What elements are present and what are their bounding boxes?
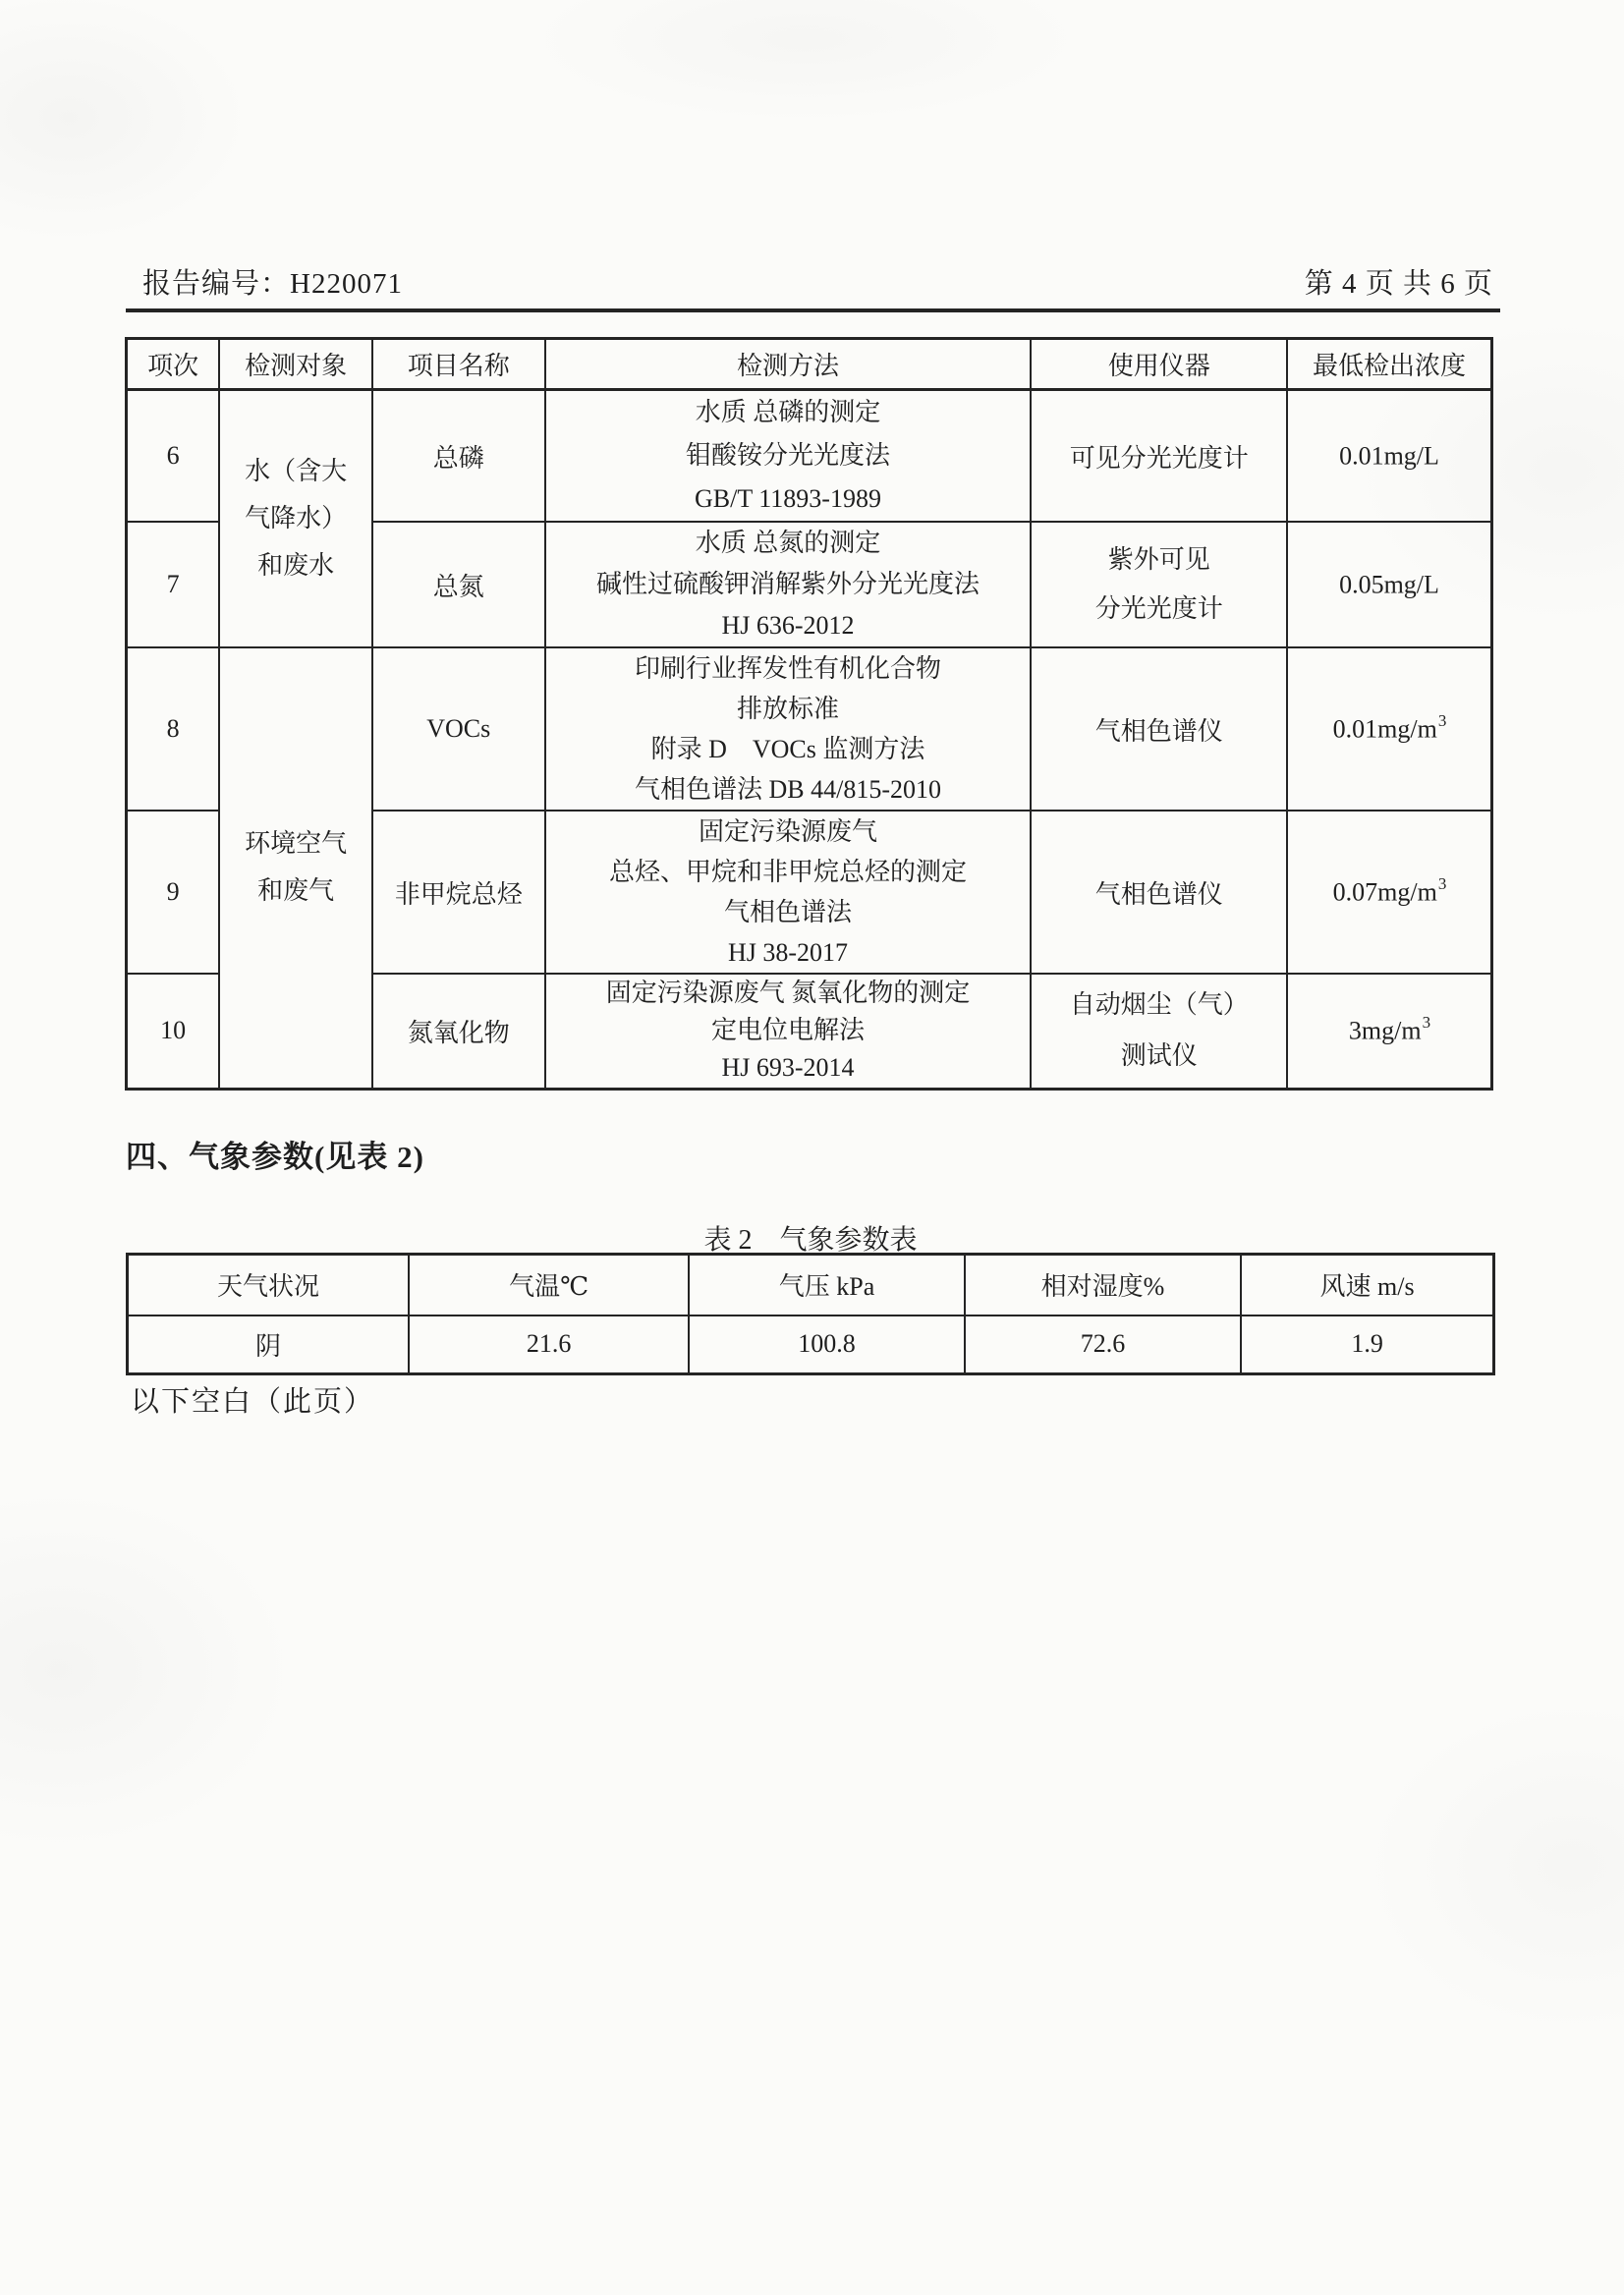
table-header-row <box>127 339 1492 390</box>
weather-table <box>126 1253 1495 1375</box>
method-line: 钼酸铵分光光度法 <box>685 441 890 470</box>
item-no-cell: 10 <box>127 974 220 1089</box>
instrument-line: 自动烟尘（气） <box>1069 990 1249 1020</box>
method-line: 碱性过硫酸钾消解紫外分光光度法 <box>595 570 980 598</box>
limit-superscript: 3 <box>1437 711 1447 731</box>
instrument-cell: 可见分光光度计 <box>1031 390 1286 523</box>
item-name-cell: 总氮 <box>372 522 545 647</box>
temperature-cell: 21.6 <box>409 1315 689 1374</box>
table-row-6 <box>127 390 1492 523</box>
detection-methods-table <box>125 337 1493 1091</box>
object-cell-water <box>219 390 372 648</box>
object-line: 气降水） <box>245 504 348 532</box>
limit-cell <box>1287 522 1492 647</box>
instrument-line: 测试仪 <box>1120 1041 1198 1071</box>
method-line: 固定污染源废气 氮氧化物的测定 <box>605 979 971 1008</box>
column-header-wind-speed: 风速 m/s <box>1241 1255 1493 1315</box>
column-header-temperature: 气温℃ <box>409 1255 689 1315</box>
page-header <box>142 261 1493 302</box>
object-line: 环境空气 <box>245 829 348 859</box>
column-header-weather: 天气状况 <box>128 1255 409 1315</box>
limit-superscript: 3 <box>1437 874 1447 894</box>
limit-value: 3mg/m <box>1348 1017 1422 1046</box>
detection-methods-table-container <box>125 337 1493 1091</box>
instrument-cell: 气相色谱仪 <box>1031 647 1286 811</box>
weather-cell: 阴 <box>128 1315 409 1374</box>
limit-cell <box>1287 647 1492 811</box>
method-line: HJ 636-2012 <box>721 611 855 640</box>
page-number: 第 4 页 共 6 页 <box>1304 268 1493 300</box>
column-header-object: 检测对象 <box>219 339 372 390</box>
instrument-cell <box>1031 974 1286 1089</box>
object-line: 和废水 <box>257 551 335 580</box>
method-line: 定电位电解法 <box>710 1016 865 1045</box>
item-name-cell: 总磷 <box>372 390 545 523</box>
method-cell <box>545 522 1032 647</box>
object-cell-air <box>219 647 372 1089</box>
instrument-cell <box>1031 522 1286 647</box>
method-cell <box>545 974 1032 1089</box>
limit-cell <box>1287 974 1492 1089</box>
method-line: 印刷行业挥发性有机化合物 <box>634 654 941 683</box>
limit-value: 0.07mg/m <box>1332 877 1437 907</box>
header-divider <box>126 308 1500 312</box>
method-line: 排放标准 <box>736 695 839 723</box>
limit-value: 0.01mg/m <box>1332 714 1437 744</box>
method-line: 固定污染源废气 <box>698 817 877 846</box>
humidity-cell: 72.6 <box>965 1315 1241 1374</box>
wind-speed-cell: 1.9 <box>1241 1315 1493 1374</box>
weather-header-row <box>128 1255 1494 1315</box>
blank-below-note: 以下空白（此页） <box>131 1386 375 1418</box>
method-line: 水质 总磷的测定 <box>695 398 881 426</box>
method-line: 附录 D VOCs 监测方法 <box>650 735 925 763</box>
column-header-method: 检测方法 <box>545 339 1032 390</box>
method-cell <box>545 390 1032 523</box>
method-line: 水质 总氮的测定 <box>695 529 881 557</box>
object-line: 水（含大 <box>245 457 348 485</box>
item-no-cell: 7 <box>127 522 220 647</box>
item-no-cell: 6 <box>127 390 220 523</box>
method-line: HJ 693-2014 <box>721 1053 855 1083</box>
limit-value: 0.05mg/L <box>1339 570 1439 599</box>
item-name-cell: VOCs <box>372 647 545 811</box>
section-heading: 四、气象参数(见表 2) <box>126 1140 424 1174</box>
instrument-line: 紫外可见 <box>1107 545 1210 574</box>
table-row-8 <box>127 647 1492 811</box>
instrument-line: 分光光度计 <box>1094 594 1223 623</box>
weather-table-container <box>126 1253 1495 1375</box>
instrument-cell: 气相色谱仪 <box>1031 811 1286 974</box>
limit-superscript: 3 <box>1422 1013 1431 1033</box>
column-header-detection-limit: 最低检出浓度 <box>1287 339 1492 390</box>
method-line: 气相色谱法 <box>723 898 852 926</box>
weather-data-row <box>128 1315 1494 1374</box>
method-line: 气相色谱法 DB 44/815-2010 <box>634 775 941 804</box>
item-name-cell: 氮氧化物 <box>372 974 545 1089</box>
method-line: GB/T 11893-1989 <box>695 484 881 513</box>
column-header-item-name: 项目名称 <box>372 339 545 390</box>
column-header-pressure: 气压 kPa <box>689 1255 964 1315</box>
method-line: 总烃、甲烷和非甲烷总烃的测定 <box>608 858 967 886</box>
item-name-cell: 非甲烷总烃 <box>372 811 545 974</box>
limit-value: 0.01mg/L <box>1339 441 1439 471</box>
weather-table-caption: 表 2 气象参数表 <box>703 1225 918 1256</box>
method-cell <box>545 647 1032 811</box>
pressure-cell: 100.8 <box>689 1315 964 1374</box>
item-no-cell: 8 <box>127 647 220 811</box>
limit-cell <box>1287 811 1492 974</box>
column-header-instrument: 使用仪器 <box>1031 339 1286 390</box>
object-line: 和废气 <box>257 876 335 906</box>
column-header-item-no: 项次 <box>127 339 220 390</box>
method-cell <box>545 811 1032 974</box>
column-header-humidity: 相对湿度% <box>965 1255 1241 1315</box>
report-number: 报告编号：H220071 <box>142 268 403 300</box>
limit-cell <box>1287 390 1492 523</box>
item-no-cell: 9 <box>127 811 220 974</box>
method-line: HJ 38-2017 <box>727 938 849 967</box>
